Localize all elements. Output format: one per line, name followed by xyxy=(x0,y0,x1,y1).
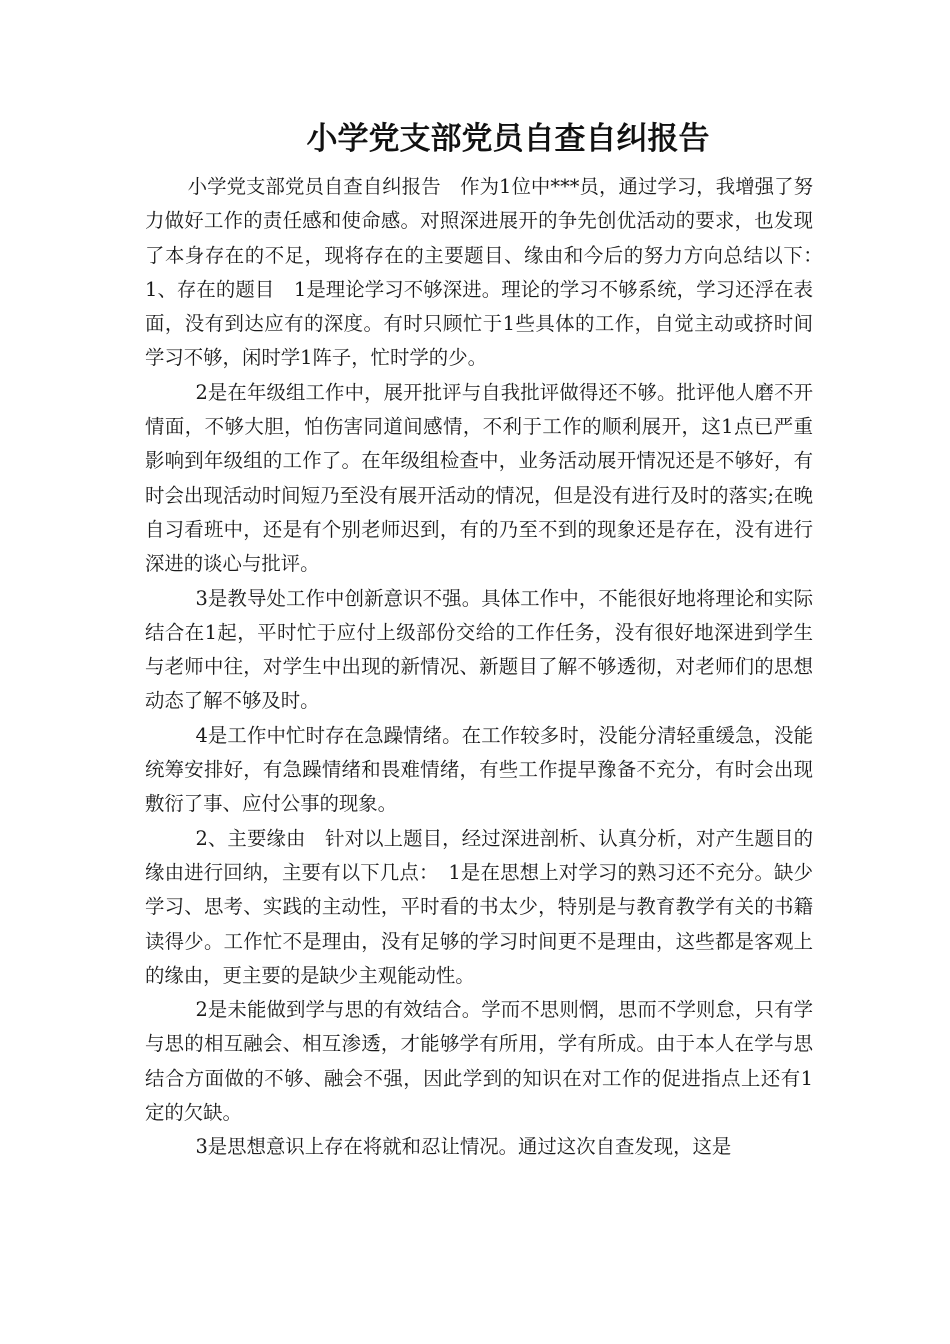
paragraph-4: 4是工作中忙时存在急躁情绪。在工作较多时，没能分清轻重缓急，没能统筹安排好，有急躁情绪和畏难情绪，有些工作提早豫备不充分，有时会出现敷衍了事、应付公事的现象。 xyxy=(145,723,813,816)
document-title: 小学党支部党员自查自纠报告 xyxy=(306,121,710,157)
paragraph-6: 2是未能做到学与思的有效结合。学而不思则惘，思而不学则怠，只有学与思的相互融会、相互渗透，才能够学有所用，学有所成。由于本人在学与思结合方面做的不够、融会不强，因此学到的知识在对工作的促进指点上还有1定的欠缺。 xyxy=(145,998,813,1125)
paragraph-1: 小学党支部党员自查自纠报告 作为1位中***员，通过学习，我增强了努力做好工作的责任感和使命感。对照深进展开的争先创优活动的要求，也发现了本身存在的不足，现将存在的主要题目、缘由和今后的努力方向总结以下： 1、存在的题目 1是理论学习不够深进。理论的学习不够系统，学习还浮在表面，没有到达应有的深度。有时只顾忙于1些具体的工作，自觉主动或挤时间学习不够，闲时学1阵子，忙时学的少。 xyxy=(145,175,833,370)
paragraph-5: 2、主要缘由 针对以上题目，经过深进剖析、认真分析，对产生题目的缘由进行回纳，主要有以下几点： 1是在思想上对学习的熟习还不充分。缺少学习、思考、实践的主动性，平时看的书太少，特别是与教育教学有关的书籍读得少。工作忙不是理由，没有足够的学习时间更不是理由，这些都是客观上的缘由，更主要的是缺少主观能动性。 xyxy=(145,826,813,987)
document-body xyxy=(145,170,833,1165)
paragraph-3: 3是教导处工作中创新意识不强。具体工作中，不能很好地将理论和实际结合在1起，平时忙于应付上级部份交给的工作任务，没有很好地深进到学生与老师中往，对学生中出现的新情况、新题目了解不够透彻，对老师们的思想动态了解不够及时。 xyxy=(145,586,813,713)
paragraph-2: 2是在年级组工作中，展开批评与自我批评做得还不够。批评他人磨不开情面，不够大胆，怕伤害同道间感情，不利于工作的顺利展开，这1点已严重影响到年级组的工作了。在年级组检查中，业务活动展开情况还是不够好，有时会出现活动时间短乃至没有展开活动的情况，但是没有进行及时的落实;在晚自习看班中，还是有个别老师迟到，有的乃至不到的现象还是存在，没有进行深进的谈心与批评。 xyxy=(145,380,813,576)
paragraph-7: 3是思想意识上存在将就和忍让情况。通过这次自查发现，这是 xyxy=(195,1135,732,1159)
